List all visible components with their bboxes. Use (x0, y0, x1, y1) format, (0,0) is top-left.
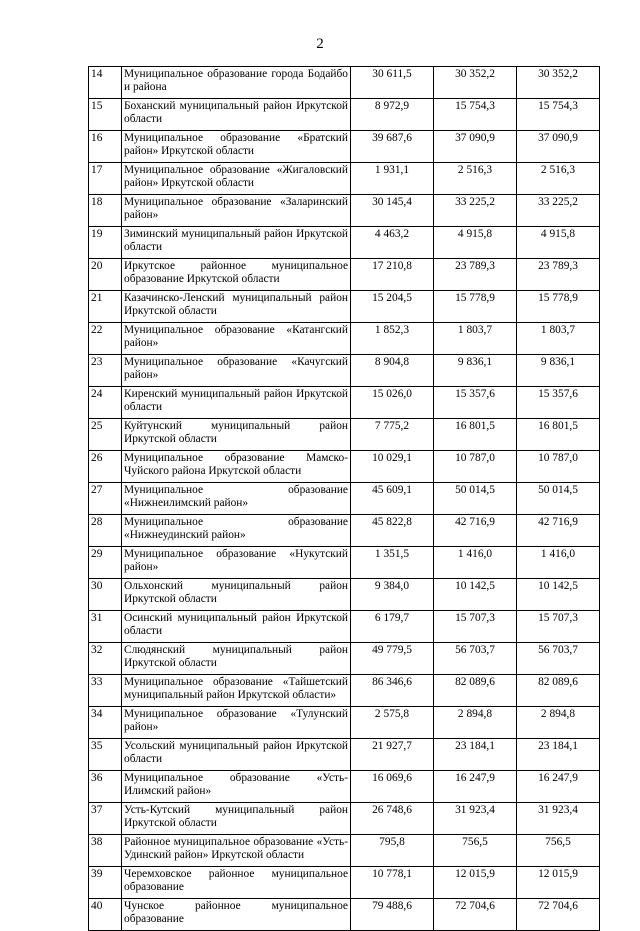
value-cell-2: 10 142,5 (434, 579, 517, 611)
value-cell-1: 1 351,5 (351, 547, 434, 579)
value-cell-3: 10 142,5 (517, 579, 600, 611)
value-cell-1: 795,8 (351, 835, 434, 867)
value-cell-3: 15 778,9 (517, 291, 600, 323)
value-cell-1: 45 609,1 (351, 483, 434, 515)
municipality-name-cell: Киренский муниципальный район Иркутской области (122, 387, 351, 419)
value-cell-2: 10 787,0 (434, 451, 517, 483)
row-number-cell: 32 (89, 643, 122, 675)
row-number-cell: 35 (89, 739, 122, 771)
value-cell-3: 2 894,8 (517, 707, 600, 739)
value-cell-2: 4 915,8 (434, 227, 517, 259)
value-cell-1: 8 904,8 (351, 355, 434, 387)
value-cell-3: 16 801,5 (517, 419, 600, 451)
municipality-name-cell: Усть-Кутский муниципальный район Иркутской области (122, 803, 351, 835)
municipality-name-cell: Муниципальное образование «Жигаловский район» Иркутской области (122, 163, 351, 195)
table-row (89, 259, 600, 291)
value-cell-2: 9 836,1 (434, 355, 517, 387)
table-row (89, 547, 600, 579)
row-number-cell: 36 (89, 771, 122, 803)
value-cell-3: 23 789,3 (517, 259, 600, 291)
budget-table (88, 66, 600, 931)
municipality-name-cell: Муниципальное образование «Заларинский район» (122, 195, 351, 227)
row-number-cell: 37 (89, 803, 122, 835)
value-cell-1: 79 488,6 (351, 899, 434, 931)
value-cell-3: 4 915,8 (517, 227, 600, 259)
value-cell-1: 15 026,0 (351, 387, 434, 419)
value-cell-3: 72 704,6 (517, 899, 600, 931)
value-cell-2: 756,5 (434, 835, 517, 867)
row-number-cell: 15 (89, 99, 122, 131)
municipality-name-cell: Муниципальное образование «Нукутский район» (122, 547, 351, 579)
table-row (89, 611, 600, 643)
value-cell-3: 756,5 (517, 835, 600, 867)
table-row (89, 419, 600, 451)
municipality-name-cell: Муниципальное образование «Катангский район» (122, 323, 351, 355)
row-number-cell: 20 (89, 259, 122, 291)
table-row (89, 195, 600, 227)
value-cell-1: 4 463,2 (351, 227, 434, 259)
row-number-cell: 27 (89, 483, 122, 515)
municipality-name-cell: Иркутское районное муниципальное образование Иркутской области (122, 259, 351, 291)
value-cell-3: 33 225,2 (517, 195, 600, 227)
table-row (89, 675, 600, 707)
table-row (89, 291, 600, 323)
value-cell-2: 15 357,6 (434, 387, 517, 419)
row-number-cell: 33 (89, 675, 122, 707)
page-number: 2 (316, 36, 324, 52)
value-cell-1: 30 145,4 (351, 195, 434, 227)
value-cell-1: 2 575,8 (351, 707, 434, 739)
row-number-cell: 40 (89, 899, 122, 931)
value-cell-1: 26 748,6 (351, 803, 434, 835)
municipality-name-cell: Муниципальное образование «Качугский район» (122, 355, 351, 387)
value-cell-2: 72 704,6 (434, 899, 517, 931)
value-cell-1: 8 972,9 (351, 99, 434, 131)
municipality-name-cell: Куйтунский муниципальный район Иркутской области (122, 419, 351, 451)
table-row (89, 163, 600, 195)
row-number-cell: 25 (89, 419, 122, 451)
row-number-cell: 34 (89, 707, 122, 739)
table-row (89, 451, 600, 483)
row-number-cell: 17 (89, 163, 122, 195)
table-row (89, 99, 600, 131)
row-number-cell: 30 (89, 579, 122, 611)
value-cell-2: 56 703,7 (434, 643, 517, 675)
municipality-name-cell: Муниципальное образование «Братский район» Иркутской области (122, 131, 351, 163)
table-body (89, 67, 600, 931)
value-cell-2: 15 778,9 (434, 291, 517, 323)
value-cell-1: 49 779,5 (351, 643, 434, 675)
value-cell-2: 1 803,7 (434, 323, 517, 355)
table-row (89, 355, 600, 387)
table-row (89, 707, 600, 739)
municipality-name-cell: Боханский муниципальный район Иркутской области (122, 99, 351, 131)
value-cell-2: 37 090,9 (434, 131, 517, 163)
municipality-name-cell: Ольхонский муниципальный район Иркутской области (122, 579, 351, 611)
value-cell-3: 9 836,1 (517, 355, 600, 387)
row-number-cell: 18 (89, 195, 122, 227)
value-cell-1: 1 931,1 (351, 163, 434, 195)
value-cell-1: 7 775,2 (351, 419, 434, 451)
value-cell-3: 30 352,2 (517, 67, 600, 99)
table-row (89, 835, 600, 867)
row-number-cell: 39 (89, 867, 122, 899)
value-cell-1: 6 179,7 (351, 611, 434, 643)
table-row (89, 803, 600, 835)
municipality-name-cell: Черемховское районное муниципальное образование (122, 867, 351, 899)
value-cell-2: 2 894,8 (434, 707, 517, 739)
value-cell-2: 50 014,5 (434, 483, 517, 515)
table-row (89, 579, 600, 611)
row-number-cell: 21 (89, 291, 122, 323)
table-row (89, 739, 600, 771)
value-cell-3: 12 015,9 (517, 867, 600, 899)
table-row (89, 227, 600, 259)
table-row (89, 387, 600, 419)
municipality-name-cell: Муниципальное образование Мамско-Чуйского района Иркутской области (122, 451, 351, 483)
value-cell-3: 15 754,3 (517, 99, 600, 131)
row-number-cell: 31 (89, 611, 122, 643)
value-cell-3: 10 787,0 (517, 451, 600, 483)
row-number-cell: 38 (89, 835, 122, 867)
value-cell-1: 45 822,8 (351, 515, 434, 547)
value-cell-1: 15 204,5 (351, 291, 434, 323)
municipality-name-cell: Чунское районное муниципальное образование (122, 899, 351, 931)
table-row (89, 899, 600, 931)
municipality-name-cell: Зиминский муниципальный район Иркутской области (122, 227, 351, 259)
value-cell-3: 37 090,9 (517, 131, 600, 163)
value-cell-3: 1 416,0 (517, 547, 600, 579)
value-cell-2: 23 184,1 (434, 739, 517, 771)
value-cell-1: 10 778,1 (351, 867, 434, 899)
value-cell-3: 15 357,6 (517, 387, 600, 419)
value-cell-3: 16 247,9 (517, 771, 600, 803)
value-cell-2: 23 789,3 (434, 259, 517, 291)
row-number-cell: 22 (89, 323, 122, 355)
value-cell-3: 82 089,6 (517, 675, 600, 707)
value-cell-1: 30 611,5 (351, 67, 434, 99)
value-cell-2: 31 923,4 (434, 803, 517, 835)
value-cell-3: 23 184,1 (517, 739, 600, 771)
table-row (89, 67, 600, 99)
value-cell-2: 15 707,3 (434, 611, 517, 643)
value-cell-3: 50 014,5 (517, 483, 600, 515)
value-cell-3: 2 516,3 (517, 163, 600, 195)
value-cell-2: 42 716,9 (434, 515, 517, 547)
table-row (89, 643, 600, 675)
municipality-name-cell: Муниципальное образование «Нижнеилимский район» (122, 483, 351, 515)
municipality-name-cell: Муниципальное образование «Тулунский район» (122, 707, 351, 739)
value-cell-1: 86 346,6 (351, 675, 434, 707)
municipality-name-cell: Казачинско-Ленский муниципальный район Иркутской области (122, 291, 351, 323)
table-row (89, 483, 600, 515)
row-number-cell: 23 (89, 355, 122, 387)
value-cell-3: 56 703,7 (517, 643, 600, 675)
table-row (89, 131, 600, 163)
value-cell-2: 1 416,0 (434, 547, 517, 579)
value-cell-1: 10 029,1 (351, 451, 434, 483)
row-number-cell: 19 (89, 227, 122, 259)
table-row (89, 515, 600, 547)
row-number-cell: 29 (89, 547, 122, 579)
municipality-name-cell: Усольский муниципальный район Иркутской области (122, 739, 351, 771)
row-number-cell: 28 (89, 515, 122, 547)
value-cell-3: 31 923,4 (517, 803, 600, 835)
value-cell-1: 39 687,6 (351, 131, 434, 163)
value-cell-3: 1 803,7 (517, 323, 600, 355)
value-cell-2: 15 754,3 (434, 99, 517, 131)
value-cell-2: 16 247,9 (434, 771, 517, 803)
municipality-name-cell: Муниципальное образование «Нижнеудинский район» (122, 515, 351, 547)
row-number-cell: 24 (89, 387, 122, 419)
value-cell-2: 82 089,6 (434, 675, 517, 707)
municipality-name-cell: Районное муниципальное образование «Усть-Удинский район» Иркутской области (122, 835, 351, 867)
value-cell-1: 9 384,0 (351, 579, 434, 611)
municipality-name-cell: Слюдянский муниципальный район Иркутской области (122, 643, 351, 675)
value-cell-2: 12 015,9 (434, 867, 517, 899)
row-number-cell: 16 (89, 131, 122, 163)
table-row (89, 323, 600, 355)
value-cell-1: 1 852,3 (351, 323, 434, 355)
value-cell-2: 2 516,3 (434, 163, 517, 195)
value-cell-2: 33 225,2 (434, 195, 517, 227)
municipality-name-cell: Осинский муниципальный район Иркутской области (122, 611, 351, 643)
row-number-cell: 14 (89, 67, 122, 99)
value-cell-3: 15 707,3 (517, 611, 600, 643)
value-cell-1: 21 927,7 (351, 739, 434, 771)
municipality-name-cell: Муниципальное образование «Тайшетский муниципальный район Иркутской области» (122, 675, 351, 707)
value-cell-2: 30 352,2 (434, 67, 517, 99)
table-row (89, 771, 600, 803)
table-row (89, 867, 600, 899)
row-number-cell: 26 (89, 451, 122, 483)
municipality-name-cell: Муниципальное образование «Усть-Илимский район» (122, 771, 351, 803)
value-cell-1: 17 210,8 (351, 259, 434, 291)
value-cell-1: 16 069,6 (351, 771, 434, 803)
municipality-name-cell: Муниципальное образование города Бодайбо и района (122, 67, 351, 99)
value-cell-2: 16 801,5 (434, 419, 517, 451)
value-cell-3: 42 716,9 (517, 515, 600, 547)
